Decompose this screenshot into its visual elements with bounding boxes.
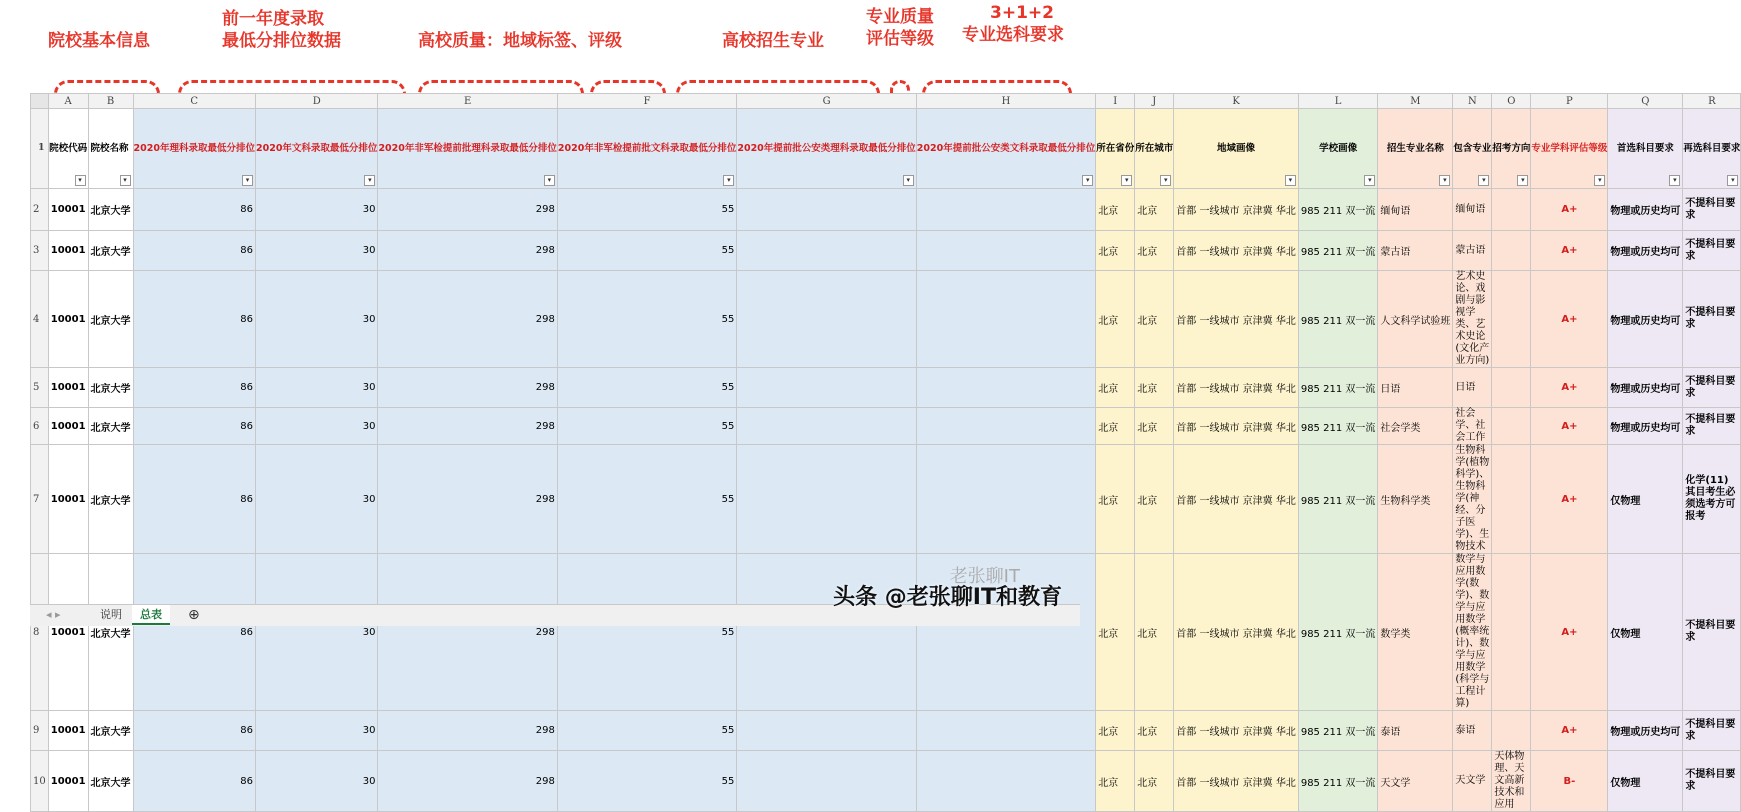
cell-f[interactable]: 55 bbox=[557, 231, 736, 271]
col-header[interactable]: C bbox=[133, 94, 255, 109]
header-cell[interactable] bbox=[557, 109, 736, 189]
cell-name[interactable]: 北京大学 bbox=[88, 231, 133, 271]
cell-first-subject[interactable]: 仅物理 bbox=[1608, 751, 1683, 812]
cell-region[interactable]: 首都 一线城市 京津冀 华北 bbox=[1174, 368, 1299, 408]
table-row bbox=[31, 711, 1741, 751]
cell-d[interactable]: 30 bbox=[255, 231, 377, 271]
header-label: 2020年非军检提前批文科录取最低分排位 bbox=[557, 142, 737, 154]
cell-major[interactable]: 日语 bbox=[1378, 368, 1453, 408]
filter-dropdown-icon[interactable]: ▾ bbox=[1478, 175, 1489, 186]
cell-g[interactable] bbox=[737, 554, 916, 711]
cell-g[interactable] bbox=[737, 231, 916, 271]
cell-province[interactable]: 北京 bbox=[1096, 189, 1135, 231]
cell-included-majors[interactable]: 日语 bbox=[1453, 368, 1492, 408]
header-cell[interactable] bbox=[1378, 109, 1453, 189]
cell-province[interactable]: 北京 bbox=[1096, 711, 1135, 751]
col-header[interactable]: B bbox=[88, 94, 133, 109]
cell-major[interactable]: 人文科学试验班 bbox=[1378, 271, 1453, 368]
row-number[interactable]: 9 bbox=[31, 711, 49, 751]
cell-province[interactable]: 北京 bbox=[1096, 751, 1135, 812]
cell-included-majors[interactable]: 社会学、社会工作 bbox=[1453, 408, 1492, 445]
cell-name[interactable]: 北京大学 bbox=[88, 189, 133, 231]
cell-included-majors[interactable]: 缅甸语 bbox=[1453, 189, 1492, 231]
cell-h[interactable] bbox=[916, 408, 1095, 445]
cell-city[interactable]: 北京 bbox=[1135, 711, 1174, 751]
cell-city[interactable]: 北京 bbox=[1135, 271, 1174, 368]
cell-code[interactable]: 10001 bbox=[48, 554, 88, 711]
cell-e[interactable]: 298 bbox=[378, 368, 557, 408]
cell-f[interactable]: 55 bbox=[557, 271, 736, 368]
header-cell[interactable] bbox=[1492, 109, 1531, 189]
cell-first-subject[interactable]: 仅物理 bbox=[1608, 445, 1683, 554]
cell-city[interactable]: 北京 bbox=[1135, 231, 1174, 271]
header-label: 再选科目要求 bbox=[1683, 142, 1741, 154]
cell-f[interactable]: 55 bbox=[557, 554, 736, 711]
filter-dropdown-icon[interactable]: ▾ bbox=[1082, 175, 1093, 186]
cell-second-subject[interactable]: 不提科目要求 bbox=[1683, 189, 1741, 231]
header-cell[interactable] bbox=[1683, 109, 1741, 189]
cell-code[interactable]: 10001 bbox=[48, 711, 88, 751]
cell-city[interactable]: 北京 bbox=[1135, 408, 1174, 445]
cell-grade[interactable]: A+ bbox=[1531, 189, 1608, 231]
cell-e[interactable]: 298 bbox=[378, 751, 557, 812]
cell-name[interactable]: 北京大学 bbox=[88, 445, 133, 554]
annotation-prev-year: 前一年度录取 bbox=[222, 9, 324, 29]
header-label: 院校代码 bbox=[49, 142, 88, 154]
filter-dropdown-icon[interactable]: ▾ bbox=[1669, 175, 1680, 186]
col-header[interactable]: D bbox=[255, 94, 377, 109]
col-header[interactable]: R bbox=[1683, 94, 1741, 109]
cell-code[interactable]: 10001 bbox=[48, 368, 88, 408]
tab-sheet-zongbiao[interactable]: 总表 bbox=[132, 605, 170, 625]
col-header[interactable]: H bbox=[916, 94, 1095, 109]
cell-major[interactable]: 生物科学类 bbox=[1378, 445, 1453, 554]
cell-h[interactable] bbox=[916, 711, 1095, 751]
cell-f[interactable]: 55 bbox=[557, 445, 736, 554]
header-label: 2020年提前批公安类理科录取最低分排位 bbox=[737, 142, 916, 154]
cell-code[interactable]: 10001 bbox=[48, 751, 88, 812]
col-header[interactable]: P bbox=[1531, 94, 1608, 109]
cell-city[interactable]: 北京 bbox=[1135, 445, 1174, 554]
annotation-eval-2: 评估等级 bbox=[866, 29, 934, 49]
cell-region[interactable]: 首都 一线城市 京津冀 华北 bbox=[1174, 271, 1299, 368]
cell-first-subject[interactable]: 物理或历史均可 bbox=[1608, 368, 1683, 408]
annotation-eval: 专业质量 bbox=[866, 7, 934, 27]
header-cell[interactable] bbox=[133, 109, 255, 189]
cell-major[interactable]: 天文学 bbox=[1378, 751, 1453, 812]
header-label: 招生专业名称 bbox=[1386, 142, 1444, 154]
cell-province[interactable]: 北京 bbox=[1096, 231, 1135, 271]
cell-school[interactable]: 985 211 双一流 bbox=[1298, 231, 1378, 271]
annotation-subj: 3+1+2 bbox=[990, 3, 1054, 23]
cell-direction[interactable] bbox=[1492, 711, 1531, 751]
col-header[interactable]: Q bbox=[1608, 94, 1683, 109]
filter-dropdown-icon[interactable]: ▾ bbox=[1439, 175, 1450, 186]
cell-grade[interactable]: B- bbox=[1531, 751, 1608, 812]
cell-code[interactable]: 10001 bbox=[48, 445, 88, 554]
cell-first-subject[interactable]: 物理或历史均可 bbox=[1608, 189, 1683, 231]
cell-name[interactable]: 北京大学 bbox=[88, 368, 133, 408]
cell-direction[interactable]: 天体物理、天文高新技术和应用 bbox=[1492, 751, 1531, 812]
cell-g[interactable] bbox=[737, 408, 916, 445]
header-label: 2020年非军检提前批理科录取最低分排位 bbox=[378, 142, 557, 154]
col-header[interactable]: A bbox=[48, 94, 88, 109]
cell-second-subject[interactable]: 不提科目要求 bbox=[1683, 408, 1741, 445]
cell-grade[interactable]: A+ bbox=[1531, 368, 1608, 408]
cell-major[interactable]: 缅甸语 bbox=[1378, 189, 1453, 231]
filter-dropdown-icon[interactable]: ▾ bbox=[242, 175, 253, 186]
cell-city[interactable]: 北京 bbox=[1135, 554, 1174, 711]
header-cell[interactable] bbox=[737, 109, 916, 189]
cell-second-subject[interactable]: 化学(11)其目考生必须选考方可报考 bbox=[1683, 445, 1741, 554]
header-label: 院校名称 bbox=[90, 142, 129, 154]
header-label: 所在省份 bbox=[1096, 142, 1135, 154]
cell-included-majors[interactable]: 数学与应用数学(数学)、数学与应用数学(概率统计)、数学与应用数学(科学与工程计算) bbox=[1453, 554, 1492, 711]
header-label: 2020年提前批公安类文科录取最低分排位 bbox=[916, 142, 1096, 154]
cell-f[interactable]: 55 bbox=[557, 189, 736, 231]
header-label: 专业学科评估等级 bbox=[1531, 142, 1608, 154]
cell-g[interactable] bbox=[737, 711, 916, 751]
cell-direction[interactable] bbox=[1492, 554, 1531, 711]
cell-city[interactable]: 北京 bbox=[1135, 751, 1174, 812]
cell-e[interactable]: 298 bbox=[378, 271, 557, 368]
cell-direction[interactable] bbox=[1492, 189, 1531, 231]
row-number[interactable]: 10 bbox=[31, 751, 49, 812]
cell-name[interactable]: 北京大学 bbox=[88, 711, 133, 751]
cell-major[interactable]: 泰语 bbox=[1378, 711, 1453, 751]
cell-first-subject[interactable]: 物理或历史均可 bbox=[1608, 408, 1683, 445]
cell-c[interactable]: 86 bbox=[133, 231, 255, 271]
cell-first-subject[interactable]: 物理或历史均可 bbox=[1608, 711, 1683, 751]
cell-region[interactable]: 首都 一线城市 京津冀 华北 bbox=[1174, 408, 1299, 445]
header-cell[interactable] bbox=[1135, 109, 1174, 189]
cell-g[interactable] bbox=[737, 271, 916, 368]
cell-c[interactable]: 86 bbox=[133, 408, 255, 445]
cell-included-majors[interactable]: 蒙古语 bbox=[1453, 231, 1492, 271]
header-label: 学校画像 bbox=[1319, 142, 1358, 154]
table-row bbox=[31, 554, 1741, 711]
cell-e[interactable]: 298 bbox=[378, 408, 557, 445]
cell-code[interactable]: 10001 bbox=[48, 189, 88, 231]
spreadsheet-grid bbox=[30, 93, 1741, 812]
header-cell[interactable] bbox=[1096, 109, 1135, 189]
cell-region[interactable]: 首都 一线城市 京津冀 华北 bbox=[1174, 711, 1299, 751]
cell-name[interactable]: 北京大学 bbox=[88, 554, 133, 711]
row-number[interactable]: 8 bbox=[31, 554, 49, 711]
filter-dropdown-icon[interactable]: ▾ bbox=[1727, 175, 1738, 186]
header-cell[interactable] bbox=[916, 109, 1095, 189]
col-header[interactable]: G bbox=[737, 94, 916, 109]
table-row bbox=[31, 751, 1741, 812]
cell-included-majors[interactable]: 艺术史论、戏剧与影视学类、艺术史论 (文化产业方向) bbox=[1453, 271, 1492, 368]
watermark: 头条 @老张聊IT和教育 bbox=[833, 585, 1062, 610]
table-row bbox=[31, 408, 1741, 445]
cell-city[interactable]: 北京 bbox=[1135, 368, 1174, 408]
table-row bbox=[31, 368, 1741, 408]
col-header[interactable]: E bbox=[378, 94, 557, 109]
cell-school[interactable]: 985 211 双一流 bbox=[1298, 751, 1378, 812]
header-cell[interactable] bbox=[255, 109, 377, 189]
annotation-quality: 高校质量：地域标签、评级 bbox=[418, 31, 622, 51]
filter-dropdown-icon[interactable]: ▾ bbox=[1517, 175, 1528, 186]
header-label: 包含专业 bbox=[1453, 142, 1492, 154]
cell-d[interactable]: 30 bbox=[255, 711, 377, 751]
col-header[interactable]: J bbox=[1135, 94, 1174, 109]
row-number[interactable]: 4 bbox=[31, 271, 49, 368]
select-all-corner[interactable] bbox=[31, 94, 49, 109]
filter-dropdown-icon[interactable]: ▾ bbox=[723, 175, 734, 186]
row-number[interactable]: 3 bbox=[31, 231, 49, 271]
cell-grade[interactable]: A+ bbox=[1531, 711, 1608, 751]
cell-h[interactable] bbox=[916, 271, 1095, 368]
cell-second-subject[interactable]: 不提科目要求 bbox=[1683, 368, 1741, 408]
cell-direction[interactable] bbox=[1492, 408, 1531, 445]
filter-dropdown-icon[interactable]: ▾ bbox=[120, 175, 131, 186]
cell-city[interactable]: 北京 bbox=[1135, 189, 1174, 231]
row-number[interactable]: 1 bbox=[31, 109, 49, 189]
annotation-prev-year-2: 最低分排位数据 bbox=[222, 31, 341, 51]
col-header[interactable]: N bbox=[1453, 94, 1492, 109]
header-label: 2020年文科录取最低分排位 bbox=[255, 142, 378, 154]
header-label: 招考方向 bbox=[1492, 142, 1531, 154]
cell-major[interactable]: 蒙古语 bbox=[1378, 231, 1453, 271]
col-header[interactable]: M bbox=[1378, 94, 1453, 109]
table-row bbox=[31, 189, 1741, 231]
cell-c[interactable]: 86 bbox=[133, 445, 255, 554]
cell-region[interactable]: 首都 一线城市 京津冀 华北 bbox=[1174, 554, 1299, 711]
cell-first-subject[interactable]: 物理或历史均可 bbox=[1608, 271, 1683, 368]
cell-province[interactable]: 北京 bbox=[1096, 271, 1135, 368]
row-number[interactable]: 6 bbox=[31, 408, 49, 445]
cell-school[interactable]: 985 211 双一流 bbox=[1298, 271, 1378, 368]
tab-scroll-left-icon[interactable]: ◂ ▸ bbox=[46, 608, 61, 621]
cell-grade[interactable]: A+ bbox=[1531, 271, 1608, 368]
row-number[interactable]: 2 bbox=[31, 189, 49, 231]
cell-direction[interactable] bbox=[1492, 231, 1531, 271]
column-header-row bbox=[31, 94, 1741, 109]
cell-e[interactable]: 298 bbox=[378, 554, 557, 711]
header-cell[interactable] bbox=[1608, 109, 1683, 189]
cell-direction[interactable] bbox=[1492, 368, 1531, 408]
cell-major[interactable]: 社会学类 bbox=[1378, 408, 1453, 445]
cell-region[interactable]: 首都 一线城市 京津冀 华北 bbox=[1174, 231, 1299, 271]
row-number[interactable]: 7 bbox=[31, 445, 49, 554]
cell-e[interactable]: 298 bbox=[378, 189, 557, 231]
header-label: 2020年理科录取最低分排位 bbox=[133, 142, 255, 154]
row-number[interactable]: 5 bbox=[31, 368, 49, 408]
cell-d[interactable]: 30 bbox=[255, 368, 377, 408]
cell-region[interactable]: 首都 一线城市 京津冀 华北 bbox=[1174, 445, 1299, 554]
cell-province[interactable]: 北京 bbox=[1096, 368, 1135, 408]
cell-c[interactable]: 86 bbox=[133, 189, 255, 231]
cell-d[interactable]: 30 bbox=[255, 751, 377, 812]
data-rows bbox=[31, 189, 1741, 812]
cell-e[interactable]: 298 bbox=[378, 711, 557, 751]
cell-grade[interactable]: A+ bbox=[1531, 231, 1608, 271]
cell-c[interactable]: 86 bbox=[133, 271, 255, 368]
cell-second-subject[interactable]: 不提科目要求 bbox=[1683, 554, 1741, 711]
cell-direction[interactable] bbox=[1492, 445, 1531, 554]
cell-e[interactable]: 298 bbox=[378, 231, 557, 271]
header-cell[interactable] bbox=[378, 109, 557, 189]
cell-f[interactable]: 55 bbox=[557, 408, 736, 445]
tab-sheet-shuoming[interactable]: 说明 bbox=[100, 608, 122, 621]
cell-first-subject[interactable]: 物理或历史均可 bbox=[1608, 231, 1683, 271]
cell-second-subject[interactable]: 不提科目要求 bbox=[1683, 711, 1741, 751]
cell-h[interactable] bbox=[916, 231, 1095, 271]
annotation-basic-info: 院校基本信息 bbox=[48, 31, 150, 51]
cell-h[interactable] bbox=[916, 751, 1095, 812]
cell-included-majors[interactable]: 生物科学(植物科学)、生物科学(神经、分子医学)、生物技术 bbox=[1453, 445, 1492, 554]
col-header[interactable]: O bbox=[1492, 94, 1531, 109]
cell-h[interactable] bbox=[916, 189, 1095, 231]
cell-province[interactable]: 北京 bbox=[1096, 408, 1135, 445]
header-cell[interactable] bbox=[1298, 109, 1378, 189]
cell-grade[interactable]: A+ bbox=[1531, 554, 1608, 711]
cell-school[interactable]: 985 211 双一流 bbox=[1298, 189, 1378, 231]
cell-d[interactable]: 30 bbox=[255, 189, 377, 231]
filter-dropdown-icon[interactable]: ▾ bbox=[1594, 175, 1605, 186]
header-label: 首选科目要求 bbox=[1616, 142, 1674, 154]
cell-included-majors[interactable]: 天文学 bbox=[1453, 751, 1492, 812]
cell-f[interactable]: 55 bbox=[557, 368, 736, 408]
filter-dropdown-icon[interactable]: ▾ bbox=[903, 175, 914, 186]
cell-school[interactable]: 985 211 双一流 bbox=[1298, 408, 1378, 445]
filter-dropdown-icon[interactable]: ▾ bbox=[1160, 175, 1171, 186]
cell-g[interactable] bbox=[737, 189, 916, 231]
cell-code[interactable]: 10001 bbox=[48, 231, 88, 271]
filter-dropdown-icon[interactable]: ▾ bbox=[364, 175, 375, 186]
cell-first-subject[interactable]: 仅物理 bbox=[1608, 554, 1683, 711]
header-label: 地域画像 bbox=[1217, 142, 1256, 154]
cell-school[interactable]: 985 211 双一流 bbox=[1298, 368, 1378, 408]
header-cell[interactable] bbox=[1174, 109, 1299, 189]
cell-d[interactable]: 30 bbox=[255, 554, 377, 711]
header-cell[interactable] bbox=[1531, 109, 1608, 189]
filter-dropdown-icon[interactable]: ▾ bbox=[1121, 175, 1132, 186]
filter-dropdown-icon[interactable]: ▾ bbox=[544, 175, 555, 186]
cell-name[interactable]: 北京大学 bbox=[88, 271, 133, 368]
col-header[interactable]: I bbox=[1096, 94, 1135, 109]
header-cell[interactable] bbox=[48, 109, 88, 189]
cell-d[interactable]: 30 bbox=[255, 408, 377, 445]
cell-grade[interactable]: A+ bbox=[1531, 408, 1608, 445]
cell-d[interactable]: 30 bbox=[255, 445, 377, 554]
cell-second-subject[interactable]: 不提科目要求 bbox=[1683, 231, 1741, 271]
filter-dropdown-icon[interactable]: ▾ bbox=[1285, 175, 1296, 186]
cell-second-subject[interactable]: 不提科目要求 bbox=[1683, 751, 1741, 812]
cell-c[interactable]: 86 bbox=[133, 554, 255, 711]
header-label: 所在城市 bbox=[1135, 142, 1174, 154]
annotation-majors: 高校招生专业 bbox=[722, 31, 824, 51]
cell-f[interactable]: 55 bbox=[557, 711, 736, 751]
cell-included-majors[interactable]: 泰语 bbox=[1453, 711, 1492, 751]
cell-school[interactable]: 985 211 双一流 bbox=[1298, 554, 1378, 711]
header-cell[interactable] bbox=[88, 109, 133, 189]
cell-name[interactable]: 北京大学 bbox=[88, 408, 133, 445]
add-sheet-icon[interactable]: ⊕ bbox=[188, 607, 200, 623]
table-row bbox=[31, 445, 1741, 554]
cell-h[interactable] bbox=[916, 368, 1095, 408]
annotation-subj-2: 专业选科要求 bbox=[962, 25, 1064, 45]
col-header[interactable]: L bbox=[1298, 94, 1378, 109]
cell-school[interactable]: 985 211 双一流 bbox=[1298, 445, 1378, 554]
cell-e[interactable]: 298 bbox=[378, 445, 557, 554]
cell-province[interactable]: 北京 bbox=[1096, 445, 1135, 554]
watermark-logo-text: 老张聊IT bbox=[949, 566, 1020, 587]
cell-c[interactable]: 86 bbox=[133, 368, 255, 408]
cell-major[interactable]: 数学类 bbox=[1378, 554, 1453, 711]
cell-region[interactable]: 首都 一线城市 京津冀 华北 bbox=[1174, 751, 1299, 812]
cell-c[interactable]: 86 bbox=[133, 751, 255, 812]
filter-dropdown-icon[interactable]: ▾ bbox=[75, 175, 86, 186]
cell-d[interactable]: 30 bbox=[255, 271, 377, 368]
cell-direction[interactable] bbox=[1492, 271, 1531, 368]
cell-c[interactable]: 86 bbox=[133, 711, 255, 751]
cell-grade[interactable]: A+ bbox=[1531, 445, 1608, 554]
cell-name[interactable]: 北京大学 bbox=[88, 751, 133, 812]
cell-g[interactable] bbox=[737, 751, 916, 812]
header-cell[interactable] bbox=[1453, 109, 1492, 189]
header-row bbox=[31, 109, 1741, 189]
cell-g[interactable] bbox=[737, 445, 916, 554]
table-row bbox=[31, 271, 1741, 368]
cell-h[interactable] bbox=[916, 445, 1095, 554]
table-row bbox=[31, 231, 1741, 271]
cell-school[interactable]: 985 211 双一流 bbox=[1298, 711, 1378, 751]
cell-f[interactable]: 55 bbox=[557, 751, 736, 812]
filter-dropdown-icon[interactable]: ▾ bbox=[1364, 175, 1375, 186]
cell-code[interactable]: 10001 bbox=[48, 408, 88, 445]
cell-code[interactable]: 10001 bbox=[48, 271, 88, 368]
col-header[interactable]: F bbox=[557, 94, 736, 109]
cell-province[interactable]: 北京 bbox=[1096, 554, 1135, 711]
col-header[interactable]: K bbox=[1174, 94, 1299, 109]
cell-region[interactable]: 首都 一线城市 京津冀 华北 bbox=[1174, 189, 1299, 231]
cell-g[interactable] bbox=[737, 368, 916, 408]
cell-second-subject[interactable]: 不提科目要求 bbox=[1683, 271, 1741, 368]
